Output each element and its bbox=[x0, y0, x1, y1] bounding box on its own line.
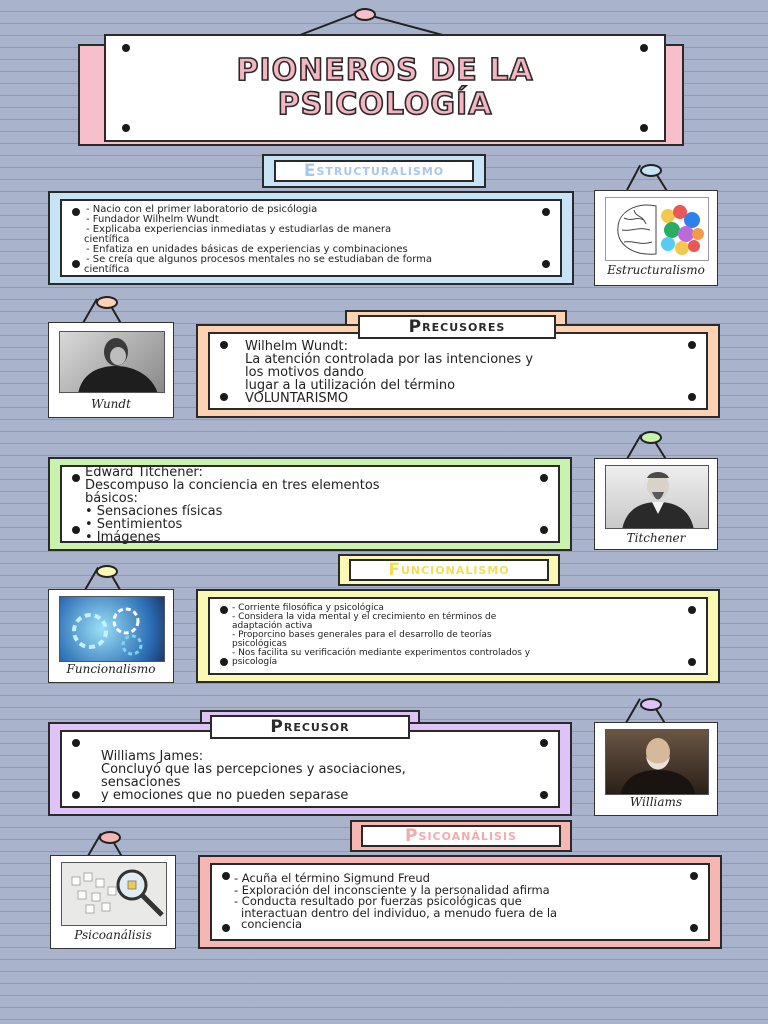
text-line: - Fundador Wilhelm Wundt bbox=[86, 214, 219, 225]
text-line: - Exploración del inconsciente y la personalidad afirma bbox=[234, 882, 550, 897]
pin-dot bbox=[72, 526, 80, 534]
precursores-label bbox=[358, 315, 556, 339]
pin-dot bbox=[540, 791, 548, 799]
funcionalismo-text bbox=[232, 604, 530, 667]
precusor-label-rest: RECUSOR bbox=[283, 720, 350, 734]
photo-caption: Williams bbox=[629, 795, 683, 809]
hanger-pin bbox=[99, 831, 121, 844]
photo-caption: Wundt bbox=[91, 397, 131, 411]
wundt-portrait bbox=[59, 331, 165, 393]
text-line: - Corriente filosófica y psicológica bbox=[232, 603, 384, 613]
pin-dot bbox=[688, 606, 696, 614]
hanger-pin bbox=[96, 296, 118, 309]
text-line: los motivos dando bbox=[245, 365, 365, 380]
estructuralismo-photo-frame bbox=[594, 190, 718, 286]
photo-caption: Titchener bbox=[626, 531, 686, 545]
text-line: Descompuso la conciencia en tres elementos bbox=[85, 478, 380, 493]
funcionalismo-image bbox=[59, 596, 165, 662]
pin-dot bbox=[72, 791, 80, 799]
text-line: lugar a la utilización del término bbox=[245, 378, 456, 393]
pin-dot bbox=[220, 658, 228, 666]
hanger-string bbox=[625, 698, 641, 723]
pin-dot bbox=[72, 260, 80, 268]
precusor-text bbox=[101, 750, 406, 802]
text-line: psicología bbox=[232, 657, 278, 667]
magnifier-icon bbox=[61, 862, 167, 926]
text-line: adaptación activa bbox=[232, 621, 313, 631]
precursores-label-rest: RECUSORES bbox=[422, 320, 506, 334]
text-line: Wilhelm Wundt: bbox=[245, 339, 349, 354]
text-line: y emociones que no pueden separase bbox=[101, 788, 349, 803]
text-line: - Explicaba experiencias inmediatas y estudiarlas de manera bbox=[86, 224, 392, 235]
text-line: • Sensaciones físicas bbox=[85, 504, 223, 519]
pin-dot bbox=[690, 872, 698, 880]
page-title-line-1: PIONEROS DE LA bbox=[236, 53, 534, 88]
brain-icon bbox=[605, 197, 709, 261]
precursores-text bbox=[245, 340, 533, 405]
pin-dot bbox=[540, 474, 548, 482]
text-line: - Nacio con el primer laboratorio de psicólogia bbox=[86, 204, 318, 215]
estructuralismo-label bbox=[262, 154, 486, 188]
titchener-portrait bbox=[605, 465, 709, 529]
hanger-pin bbox=[640, 431, 662, 444]
funcionalismo-label-cap: F bbox=[388, 560, 401, 580]
pin-dot bbox=[72, 739, 80, 747]
titchener-text bbox=[85, 466, 380, 544]
text-line: - Conducta resultado por fuerzas psicológicas que bbox=[234, 894, 522, 908]
psicoanalisis-photo-frame bbox=[50, 855, 176, 949]
text-line: Williams James: bbox=[101, 749, 204, 764]
text-line: Edward Titchener: bbox=[85, 465, 203, 480]
photo-caption: Funcionalismo bbox=[66, 662, 156, 676]
text-line: conciencia bbox=[241, 917, 303, 931]
text-line: Concluyó que las percepciones y asociaciones, bbox=[101, 762, 406, 777]
pin-dot bbox=[542, 260, 550, 268]
estructuralismo-label-rest: STRUCTURALISMO bbox=[316, 164, 445, 178]
hanger-string bbox=[626, 165, 641, 191]
williams-photo-frame bbox=[594, 722, 718, 816]
pin-dot bbox=[688, 393, 696, 401]
text-line: básicos: bbox=[85, 491, 138, 506]
estructuralismo-label-cap: E bbox=[303, 161, 317, 181]
precusor-label-cap: P bbox=[270, 717, 284, 737]
pin-dot bbox=[72, 474, 80, 482]
pin-dot bbox=[540, 739, 548, 747]
text-line: VOLUNTARISMO bbox=[245, 391, 349, 406]
pin-dot bbox=[122, 44, 130, 52]
pin-dot bbox=[72, 208, 80, 216]
funcionalismo-label bbox=[338, 554, 560, 586]
hanger-pin bbox=[96, 565, 118, 578]
text-line: - Se creía que algunos procesos mentales no se estudiaban de forma bbox=[86, 254, 433, 265]
pin-dot bbox=[222, 924, 230, 932]
precusor-label bbox=[210, 715, 410, 739]
text-line: psicológicas bbox=[232, 639, 287, 649]
pin-dot bbox=[542, 208, 550, 216]
text-line: • Imágenes bbox=[85, 530, 161, 545]
titchener-photo-frame bbox=[594, 458, 718, 550]
text-line: • Sentimientos bbox=[85, 517, 183, 532]
pin-dot bbox=[640, 124, 648, 132]
precursores-label-cap: P bbox=[408, 317, 423, 337]
text-line: - Acuña el término Sigmund Freud bbox=[234, 871, 430, 885]
text-line: - Enfatiza en unidades básicas de experiencias y combinaciones bbox=[86, 244, 408, 255]
title-hanger-pin bbox=[354, 8, 376, 21]
estructuralismo-text bbox=[86, 205, 432, 275]
pin-dot bbox=[690, 924, 698, 932]
photo-caption: Psicoanálisis bbox=[74, 928, 152, 942]
psicoanalisis-label-rest: SICOANÁLISIS bbox=[418, 829, 517, 843]
hanger-pin bbox=[640, 164, 662, 177]
page-title bbox=[236, 54, 533, 122]
text-line: - Nos facilita su verificación mediante experimentos controlados y bbox=[232, 648, 531, 658]
text-line: sensaciones bbox=[101, 775, 181, 790]
pin-dot bbox=[540, 526, 548, 534]
funcionalismo-label-rest: UNCIONALISMO bbox=[400, 563, 510, 577]
williams-portrait bbox=[605, 729, 709, 795]
titchener-card bbox=[48, 457, 572, 551]
psicoanalisis-card bbox=[198, 855, 722, 949]
pin-dot bbox=[220, 341, 228, 349]
text-line: La atención controlada por las intenciones y bbox=[245, 352, 534, 367]
psicoanalisis-label bbox=[350, 820, 572, 852]
pin-dot bbox=[640, 44, 648, 52]
pin-dot bbox=[220, 606, 228, 614]
estructuralismo-card bbox=[48, 191, 574, 285]
photo-caption: Estructuralismo bbox=[607, 263, 705, 277]
funcionalismo-card bbox=[196, 589, 720, 683]
text-line: - Proporcino bases generales para el desarrollo de teorías bbox=[232, 630, 492, 640]
psicoanalisis-label-cap: P bbox=[405, 826, 419, 846]
pin-dot bbox=[122, 124, 130, 132]
text-line: científica bbox=[84, 234, 130, 245]
page-title-line-2: PSICOLOGÍA bbox=[277, 87, 493, 122]
text-line: científica bbox=[84, 264, 130, 275]
pin-dot bbox=[222, 872, 230, 880]
pin-dot bbox=[688, 341, 696, 349]
hanger-pin bbox=[640, 698, 662, 711]
text-line: - Considera la vida mental y el crecimiento en términos de bbox=[232, 612, 497, 622]
pin-dot bbox=[220, 393, 228, 401]
funcionalismo-photo-frame bbox=[48, 589, 174, 683]
wundt-photo-frame bbox=[48, 322, 174, 418]
pin-dot bbox=[688, 658, 696, 666]
text-line: interactuan dentro del individuo, a menudo fuera de la bbox=[241, 905, 558, 920]
title-panel bbox=[104, 34, 666, 142]
psicoanalisis-text bbox=[234, 873, 557, 931]
